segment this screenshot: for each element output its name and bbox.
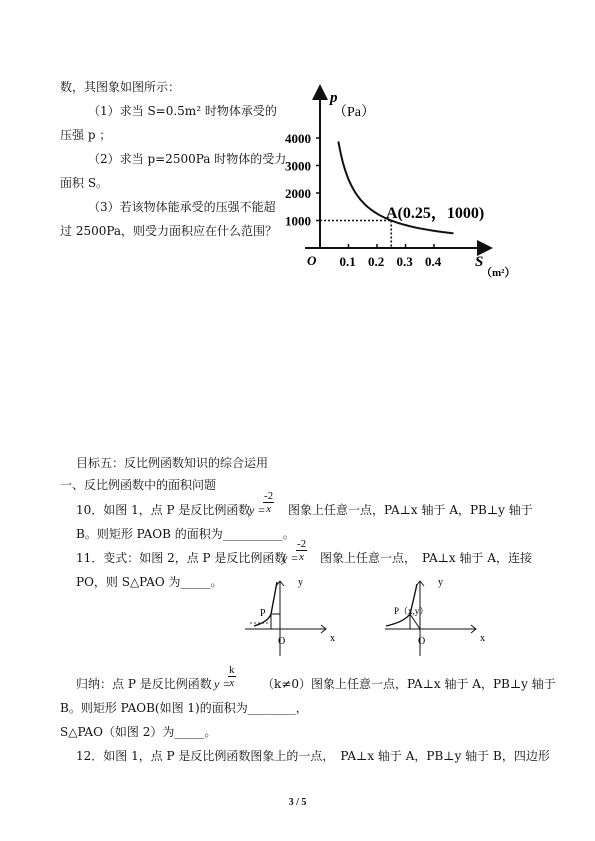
question-3-cont: 过 2500Pa，则受力面积应在什么范围？ bbox=[60, 224, 278, 238]
question-11-line2: PO，则 S△PAO 为_____。 bbox=[76, 575, 223, 589]
x-tick-label: 0.4 bbox=[425, 254, 442, 269]
summary-numerator: k bbox=[229, 664, 235, 676]
fig1-p-label: P bbox=[260, 608, 266, 619]
y-tick-label: 2000 bbox=[285, 186, 311, 201]
y-axis-label: p bbox=[330, 90, 338, 106]
y-axis-unit: （Pa） bbox=[333, 105, 375, 120]
q10-denominator: x bbox=[266, 503, 272, 515]
q10-numerator: -2 bbox=[264, 490, 274, 502]
question-3: （3）若该物体能承受的压强不能超 bbox=[88, 200, 276, 214]
section-heading: 一、反比例函数中的面积问题 bbox=[60, 478, 217, 492]
summary-line2: B。则矩形 PAOB(如图 1)的面积为________， bbox=[60, 701, 308, 715]
y-tick-label: 4000 bbox=[285, 131, 311, 146]
fig2-p-label: P（x,y） bbox=[394, 606, 429, 616]
pressure-area-graph bbox=[285, 80, 525, 279]
intro-line: 数，其图象如图所示： bbox=[60, 80, 181, 94]
fig1-x-label: x bbox=[330, 633, 335, 644]
figure-1 bbox=[240, 576, 340, 661]
origin-label: O bbox=[307, 253, 317, 268]
summary-line3: S△PAO（如图 2）为_____。 bbox=[60, 725, 217, 739]
fig2-x-label: x bbox=[480, 633, 485, 644]
q10-fraction bbox=[263, 491, 274, 515]
summary-function-lhs: y = bbox=[214, 677, 231, 691]
x-tick-label: 0.2 bbox=[368, 254, 385, 269]
fig2-curve bbox=[386, 584, 417, 626]
x-axis-label: S bbox=[475, 254, 484, 270]
summary-cont: （k≠0）图象上任意一点，PA⊥x 轴于 A，PB⊥y 轴于 bbox=[262, 677, 556, 691]
question-11-cont: 图象上任意一点， PA⊥x 轴于 A，连接 bbox=[320, 551, 532, 565]
fig2-o-label: O bbox=[418, 636, 426, 647]
summary-fraction bbox=[228, 665, 236, 689]
question-12: 12．如图 1，点 P 是反比例函数图象上的一点， PA⊥x 轴于 A，PB⊥y 轴于 B，四边形 bbox=[76, 749, 550, 763]
fig1-o-label: O bbox=[278, 636, 286, 647]
question-10-line2: B。则矩形 PAOB 的面积为__________。 bbox=[76, 527, 295, 541]
x-axis-unit: （m²） bbox=[481, 267, 516, 279]
q11-fraction bbox=[296, 539, 307, 563]
question-11: 11．变式：如图 2，点 P 是反比例函数 bbox=[76, 551, 287, 565]
goal-heading: 目标五：反比例函数知识的综合运用 bbox=[76, 456, 269, 470]
y-tick-label: 3000 bbox=[285, 158, 311, 174]
q11-function-lhs: y = bbox=[282, 551, 299, 565]
fig1-y-label: y bbox=[298, 577, 303, 588]
q10-function-lhs: y = bbox=[249, 503, 266, 517]
question-2: （2）求当 p=2500Pa 时物体的受力 bbox=[88, 152, 287, 166]
question-2-cont: 面积 S。 bbox=[60, 176, 109, 190]
page-number: 3 / 5 bbox=[288, 797, 307, 808]
y-tick-label: 1000 bbox=[285, 213, 311, 229]
q11-numerator: -2 bbox=[297, 538, 307, 550]
question-10-cont: 图象上任意一点，PA⊥x 轴于 A，PB⊥y 轴于 bbox=[288, 503, 533, 517]
q11-denominator: x bbox=[299, 551, 305, 563]
question-1-cont: 压强 p ； bbox=[60, 128, 112, 142]
summary-denominator: x bbox=[229, 677, 235, 689]
summary: 归纳：点 P 是反比例函数 bbox=[76, 677, 212, 691]
fig1-rectangle bbox=[271, 614, 280, 629]
question-1: （1）求当 S=0.5m² 时物体承受的 bbox=[88, 104, 277, 118]
x-tick-label: 0.3 bbox=[396, 254, 413, 269]
figure-2 bbox=[380, 576, 500, 661]
fig2-y-label: y bbox=[438, 577, 443, 588]
x-tick-label: 0.1 bbox=[339, 254, 356, 269]
fig1-curve bbox=[254, 582, 277, 626]
question-10: 10．如图 1，点 P 是反比例函数 bbox=[76, 503, 251, 517]
point-a-label: A(0.25，1000) bbox=[386, 205, 485, 222]
